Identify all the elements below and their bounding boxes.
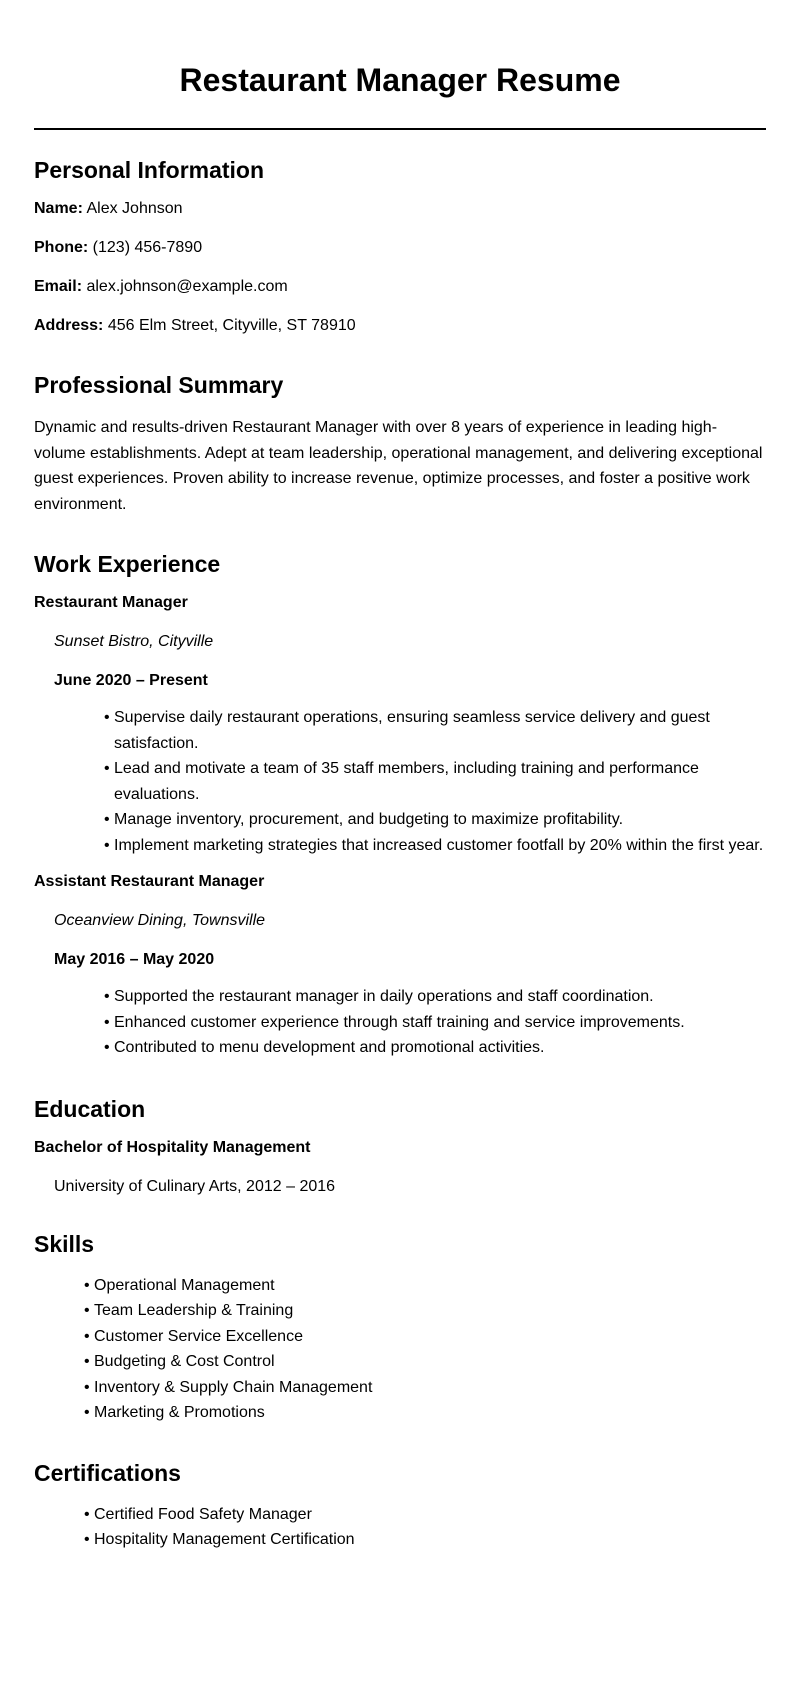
list-item: • Marketing & Promotions	[94, 1400, 766, 1426]
education-heading: Education	[34, 1095, 146, 1122]
list-item: • Supported the restaurant manager in daily operations and staff coordination.	[114, 984, 766, 1010]
skills-section	[34, 1230, 766, 1426]
job-title: Assistant Restaurant Manager	[34, 873, 265, 890]
phone-label: Phone:	[34, 239, 89, 256]
name-label: Name:	[34, 200, 83, 217]
list-item: • Certified Food Safety Manager	[94, 1502, 766, 1528]
list-item: • Budgeting & Cost Control	[94, 1349, 766, 1375]
job-bullets	[34, 705, 766, 858]
list-item: • Inventory & Supply Chain Management	[94, 1375, 766, 1401]
skills-list	[34, 1273, 766, 1426]
experience-heading: Work Experience	[34, 551, 221, 577]
job-dates: June 2020 – Present	[54, 672, 208, 689]
summary-section	[34, 371, 766, 517]
list-item: • Lead and motivate a team of 35 staff members, including training and performance evaluations.	[114, 756, 766, 807]
job-company: Oceanview Dining, Townsville	[54, 912, 266, 929]
personal-info-section	[34, 156, 766, 336]
list-item: • Team Leadership & Training	[94, 1298, 766, 1324]
name-field	[34, 199, 766, 219]
job-company: Sunset Bistro, Cityville	[54, 633, 214, 650]
list-item: • Implement marketing strategies that increased customer footfall by 20% within the first year.	[114, 833, 766, 859]
personal-info-heading: Personal Information	[34, 157, 265, 183]
skills-heading: Skills	[34, 1230, 95, 1257]
list-item: • Manage inventory, procurement, and budgeting to maximize profitability.	[114, 807, 766, 833]
job-entry	[34, 593, 766, 858]
list-item: • Customer Service Excellence	[94, 1324, 766, 1350]
education-section	[34, 1095, 766, 1197]
list-item: • Enhanced customer experience through staff training and service improvements.	[114, 1010, 766, 1036]
list-item: • Operational Management	[94, 1273, 766, 1299]
job-dates: May 2016 – May 2020	[54, 951, 215, 968]
name-value: Alex Johnson	[86, 200, 183, 217]
email-label: Email:	[34, 278, 83, 295]
list-item: • Contributed to menu development and promotional activities.	[114, 1035, 766, 1061]
list-item: • Hospitality Management Certification	[94, 1527, 766, 1553]
phone-value: (123) 456-7890	[92, 239, 203, 256]
institution: University of Culinary Arts, 2012 – 2016	[54, 1177, 336, 1195]
title-divider	[34, 128, 766, 130]
phone-field	[34, 238, 766, 258]
job-bullets	[34, 984, 766, 1061]
address-field	[34, 316, 766, 336]
certifications-heading: Certifications	[34, 1459, 181, 1486]
degree-title: Bachelor of Hospitality Management	[34, 1138, 311, 1156]
address-value: 456 Elm Street, Cityville, ST 78910	[107, 317, 356, 334]
summary-heading: Professional Summary	[34, 372, 284, 398]
email-value: alex.johnson@example.com	[86, 278, 288, 295]
certifications-section	[34, 1459, 766, 1553]
certifications-list	[34, 1502, 766, 1553]
email-field	[34, 277, 766, 297]
list-item: • Supervise daily restaurant operations, ensuring seamless service delivery and guest satisfaction.	[114, 705, 766, 756]
page-title: Restaurant Manager Resume	[179, 62, 621, 98]
job-entry	[34, 872, 766, 1061]
job-title: Restaurant Manager	[34, 594, 188, 611]
address-label: Address:	[34, 317, 104, 334]
summary-text: Dynamic and results-driven Restaurant Manager with over 8 years of experience in leading high-volume establishments. Adept at team leadership, operational management, and delivering exceptional guest experiences. Proven ability to increase revenue, optimize processes, and foster a positive work environment.	[34, 419, 763, 513]
experience-section	[34, 550, 766, 1061]
